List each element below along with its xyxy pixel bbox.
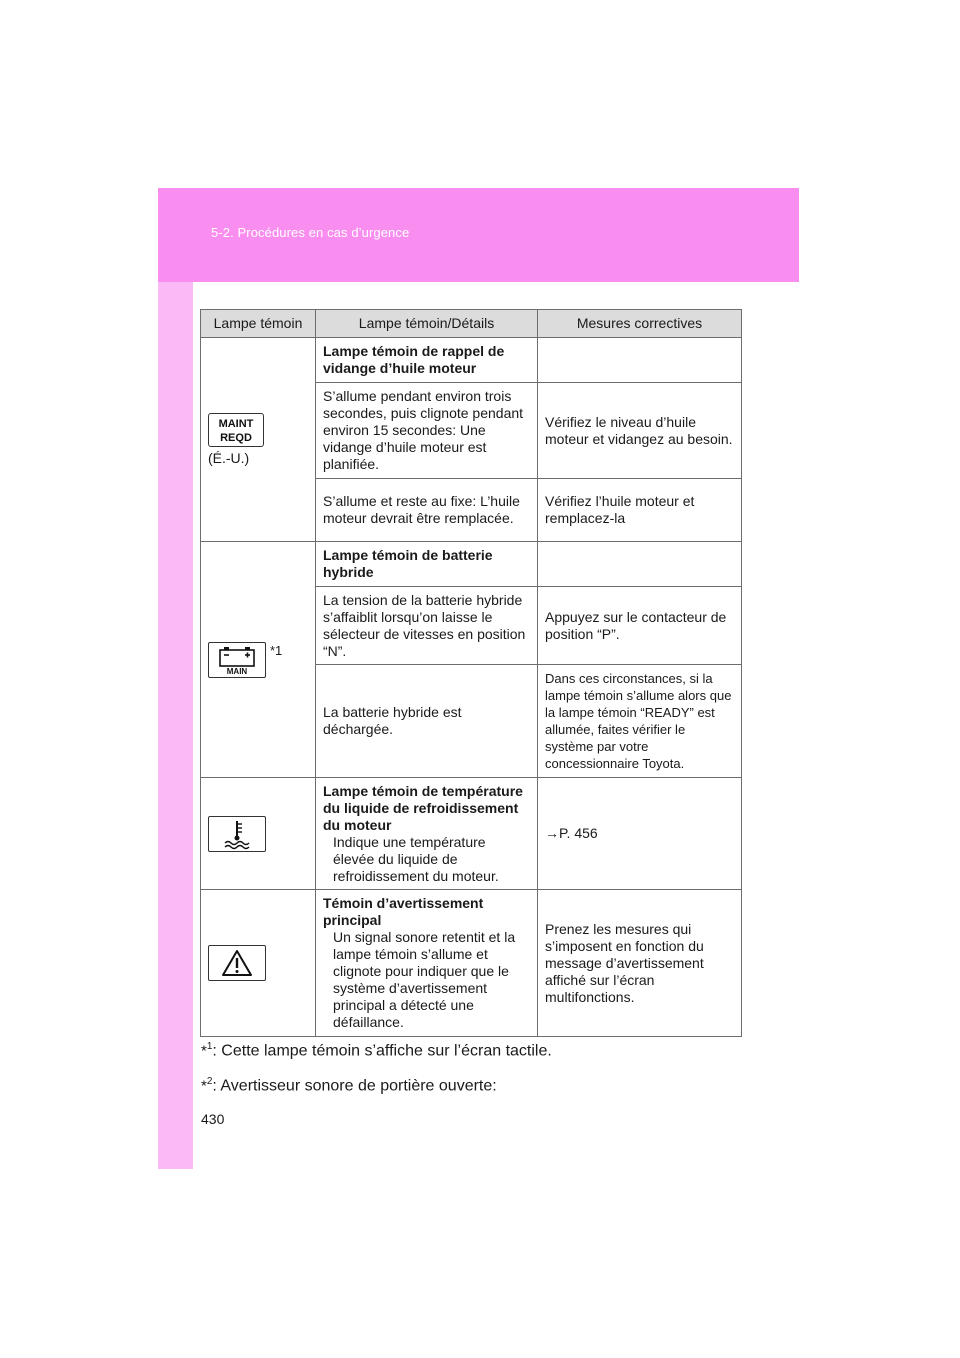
warning-triangle-icon <box>209 946 265 980</box>
empty-cell <box>538 542 742 587</box>
footnote-2 <box>201 1076 497 1095</box>
battery-detail-1: La tension de la batterie hybride s’affaiblit lorsqu’on laisse le sélecteur de vitesses en position “N”. <box>316 587 538 665</box>
coolant-icon-cell <box>201 778 316 890</box>
warning-lamp-table <box>200 309 742 1037</box>
table-row <box>201 542 742 587</box>
region-label: (É.-U.) <box>208 449 250 466</box>
footnote-2-text: : Avertisseur sonore de portière ouverte: <box>212 1077 497 1095</box>
footnote-1-star: * <box>201 1042 207 1060</box>
empty-cell <box>538 338 742 383</box>
battery-detail-2: La batterie hybride est déchargée. <box>316 665 538 778</box>
coolant-detail: Indique une température élevée du liquide de refroidissement du moteur. <box>333 833 499 884</box>
battery-action-1: Appuyez sur le contacteur de position “P”. <box>538 587 742 665</box>
footnote-1 <box>201 1041 552 1060</box>
col-header-lamp: Lampe témoin <box>201 310 316 338</box>
footnote-1-num: 1 <box>206 1041 213 1052</box>
master-icon-cell <box>201 890 316 1037</box>
master-title: Témoin d’avertissement principal <box>323 895 484 928</box>
maint-detail-1: S’allume pendant environ trois secondes, puis clignote pendant environ 15 secondes: Une vidange d’huile moteur est planifiée. <box>316 383 538 479</box>
maint-icon-text-2: REQD <box>220 431 252 444</box>
table-row <box>201 778 742 890</box>
maint-detail-2: S’allume et reste au fixe: L’huile moteur devrait être remplacée. <box>316 479 538 542</box>
page-number: 430 <box>201 1111 225 1127</box>
master-action: Prenez les mesures qui s’imposent en fonction du message d’avertissement affiché sur l’écran multifonctions. <box>538 890 742 1037</box>
master-cell <box>316 890 538 1037</box>
footnote-2-star: * <box>201 1077 207 1095</box>
battery-icon-cell <box>201 542 316 778</box>
master-detail: Un signal sonore retentit et la lampe témoin s’allume et clignote pour indiquer que le système d’avertissement principal a détecté une défaillance. <box>333 929 516 1030</box>
maint-action-1: Vérifiez le niveau d’huile moteur et vidangez au besoin. <box>538 383 742 479</box>
maint-icon-cell <box>201 338 316 542</box>
maint-reqd-icon <box>208 413 264 447</box>
battery-action-2: Dans ces circonstances, si la lampe témoin s’allume alors que la lampe témoin “READY” est allumée, faites vérifier le système par votre concessionnaire Toyota. <box>538 665 742 778</box>
maint-icon-text-1: MAINT <box>218 417 254 430</box>
thermometer-icon <box>209 817 265 851</box>
footnote-mark-1: *1 <box>270 642 283 658</box>
footnote-2-num: 2 <box>206 1076 213 1087</box>
maint-action-2: Vérifiez l’huile moteur et remplacez-la <box>538 479 742 542</box>
side-band <box>158 282 193 1169</box>
master-warning-icon <box>208 945 266 981</box>
footnote-1-text: : Cette lampe témoin s’affiche sur l’écran tactile. <box>212 1042 552 1060</box>
battery-icon <box>208 642 266 678</box>
coolant-temperature-icon <box>208 816 266 852</box>
maint-title: Lampe témoin de rappel de vidange d’huile moteur <box>316 338 538 383</box>
battery-icon-label: MAIN <box>226 666 248 676</box>
col-header-details: Lampe témoin/Détails <box>316 310 538 338</box>
section-title: 5-2. Procédures en cas d’urgence <box>211 225 410 240</box>
table-row <box>201 890 742 1037</box>
table-header-row <box>201 310 742 338</box>
coolant-title: Lampe témoin de température du liquide de refroidissement du moteur <box>323 782 523 833</box>
coolant-action: →P. 456 <box>538 778 742 890</box>
col-header-actions: Mesures correctives <box>538 310 742 338</box>
coolant-cell <box>316 778 538 890</box>
battery-title: Lampe témoin de batterie hybride <box>316 542 538 587</box>
battery-icon-graphic <box>209 643 265 677</box>
table-row <box>201 338 742 383</box>
